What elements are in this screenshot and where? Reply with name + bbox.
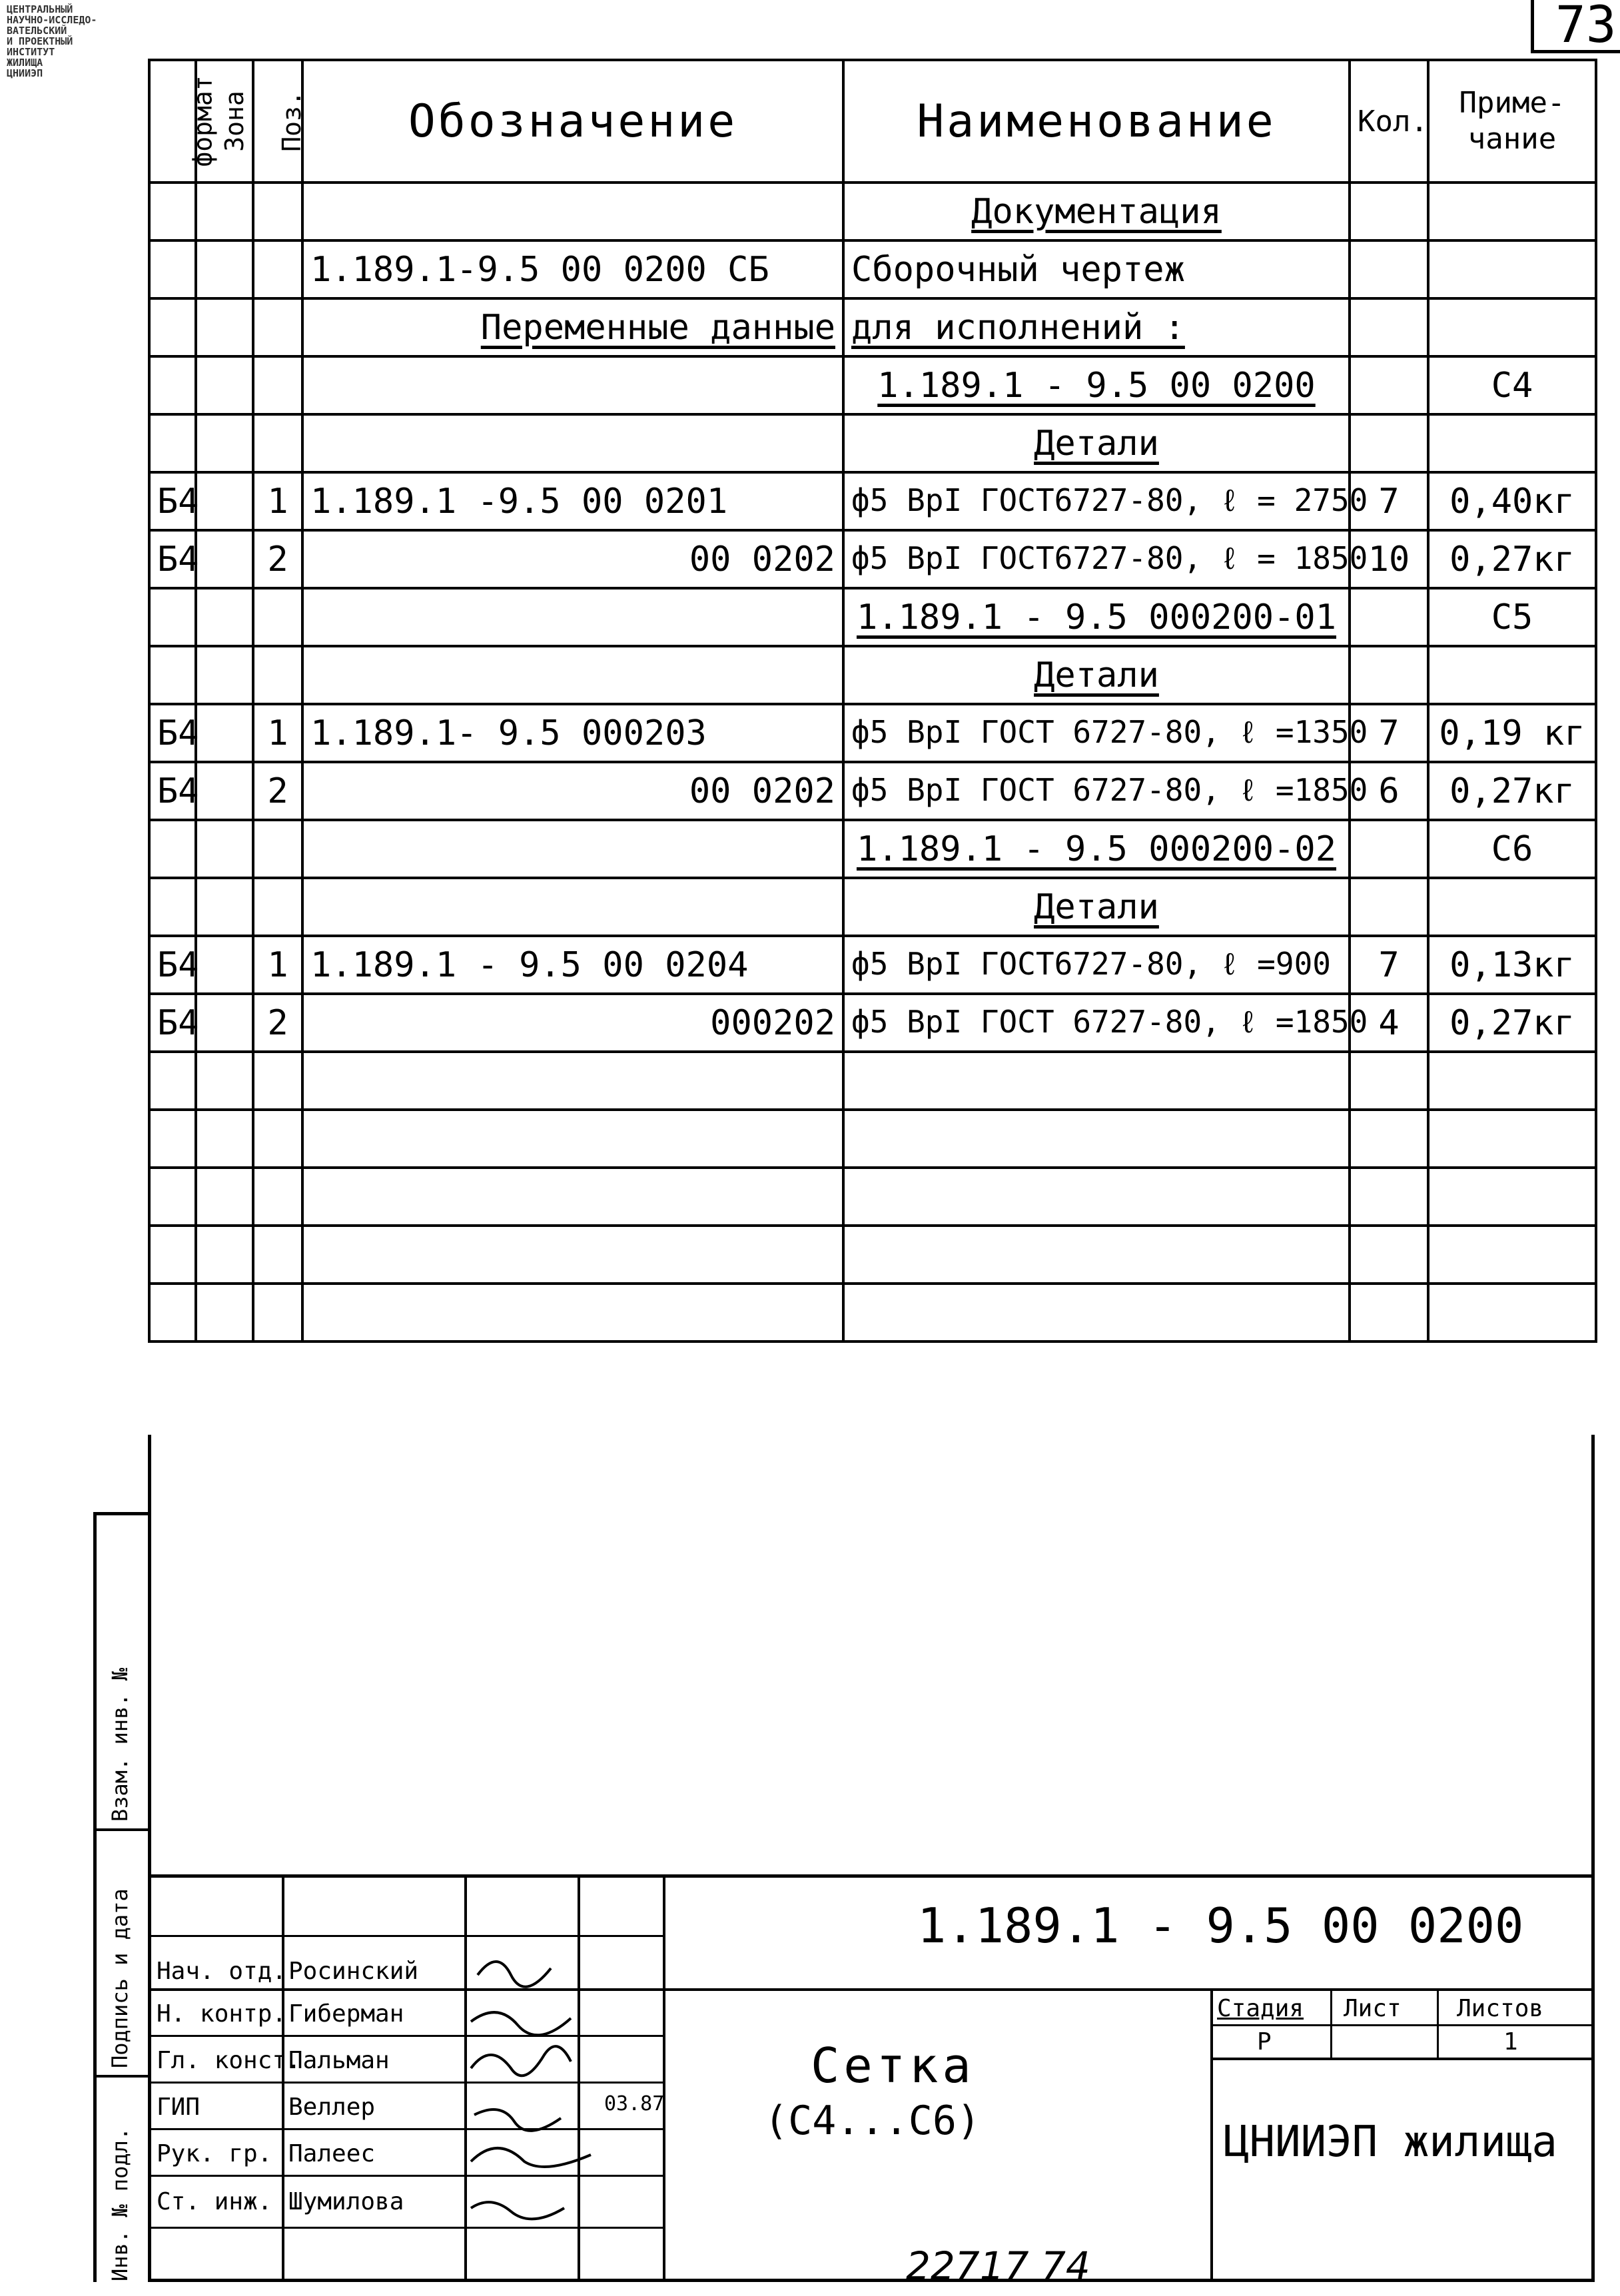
specification-table — [148, 59, 1597, 1343]
sheets-value: 1 — [1503, 2028, 1518, 2056]
cell-qty: 7 — [1350, 936, 1428, 994]
cell-qty — [1350, 878, 1428, 936]
organization: ЦНИИЭП жилища — [1224, 2117, 1557, 2167]
cell-pos — [253, 1052, 302, 1110]
cell-format — [149, 1168, 196, 1226]
role-5: Рук. гр. — [157, 2140, 272, 2167]
person-4: Веллер — [288, 2094, 376, 2121]
cell-qty: 6 — [1350, 762, 1428, 820]
cell-zone — [196, 994, 253, 1052]
person-2: Гиберман — [288, 2000, 404, 2028]
handwritten-signatures — [464, 1935, 664, 2228]
table-row — [149, 298, 1596, 356]
cell-designation: Переменные данные — [302, 298, 843, 356]
cell-format — [149, 820, 196, 878]
cell-zone — [196, 1284, 253, 1341]
cell-zone — [196, 240, 253, 298]
footer-number: 22717 74 — [906, 2243, 1090, 2289]
table-row — [149, 588, 1596, 646]
cell-qty — [1350, 646, 1428, 704]
cell-zone — [196, 298, 253, 356]
role-4: ГИП — [157, 2094, 201, 2121]
cell-pos — [253, 298, 302, 356]
cell-zone — [196, 472, 253, 530]
cell-zone — [196, 1110, 253, 1168]
cell-format: Б4 — [149, 936, 196, 994]
cell-zone — [196, 704, 253, 762]
cell-designation — [302, 1110, 843, 1168]
cell-zone — [196, 878, 253, 936]
table-row — [149, 704, 1596, 762]
cell-pos — [253, 588, 302, 646]
side-stamp-column — [93, 1512, 148, 2282]
table-row — [149, 183, 1596, 240]
cell-name: ф5 ВрI ГОСТ 6727-80, ℓ =1850 — [843, 994, 1350, 1052]
cell-format — [149, 298, 196, 356]
role-1: Нач. отд. — [157, 1958, 287, 1985]
cell-format: Б4 — [149, 994, 196, 1052]
cell-zone — [196, 530, 253, 588]
stamp-line: НАУЧНО-ИССЛЕДО- — [7, 14, 97, 26]
cell-format: Б4 — [149, 762, 196, 820]
cell-pos — [253, 356, 302, 414]
cell-zone — [196, 820, 253, 878]
table-row — [149, 1226, 1596, 1284]
cell-format — [149, 356, 196, 414]
cell-qty — [1350, 820, 1428, 878]
cell-note — [1428, 240, 1596, 298]
cell-format — [149, 646, 196, 704]
cell-format — [149, 1284, 196, 1341]
cell-pos: 1 — [253, 704, 302, 762]
cell-zone — [196, 1052, 253, 1110]
cell-format — [149, 240, 196, 298]
table-row — [149, 1284, 1596, 1341]
cell-pos — [253, 183, 302, 240]
side-label-replace-inv: Взам. инв. № — [107, 1667, 133, 1822]
table-row — [149, 878, 1596, 936]
cell-note: С5 — [1428, 588, 1596, 646]
cell-qty: 7 — [1350, 704, 1428, 762]
cell-note: 0,19 кг — [1428, 704, 1596, 762]
cell-zone — [196, 1168, 253, 1226]
blank-area — [148, 1435, 1595, 1874]
cell-designation — [302, 1226, 843, 1284]
cell-pos — [253, 1110, 302, 1168]
cell-name: ф5 ВрI ГОСТ 6727-80, ℓ =1850 — [843, 762, 1350, 820]
cell-pos — [253, 1284, 302, 1341]
cell-note — [1428, 414, 1596, 472]
cell-note: 0,40кг — [1428, 472, 1596, 530]
cell-format — [149, 183, 196, 240]
cell-pos — [253, 1226, 302, 1284]
cell-zone — [196, 1226, 253, 1284]
cell-pos — [253, 646, 302, 704]
cell-zone — [196, 762, 253, 820]
table-row — [149, 762, 1596, 820]
table-row — [149, 1110, 1596, 1168]
cell-name: Сборочный чертеж — [843, 240, 1350, 298]
cell-name: Документация — [843, 183, 1350, 240]
stamp-line: ЦЕНТРАЛЬНЫЙ — [7, 3, 73, 15]
stamp-line: ЖИЛИЩА — [7, 57, 43, 69]
cell-designation: 1.189.1 -9.5 00 0201 — [302, 472, 843, 530]
table-row — [149, 414, 1596, 472]
cell-name: ф5 ВрI ГОСТ6727-80, ℓ = 2750 — [843, 472, 1350, 530]
sheet-number: 73 — [1555, 0, 1617, 54]
stamp-line: ИНСТИТУТ — [7, 46, 55, 58]
cell-designation: 1.189.1-9.5 00 0200 СБ — [302, 240, 843, 298]
table-row — [149, 472, 1596, 530]
cell-designation — [302, 588, 843, 646]
cell-note — [1428, 1110, 1596, 1168]
cell-designation — [302, 1168, 843, 1226]
cell-designation — [302, 414, 843, 472]
cell-note — [1428, 1226, 1596, 1284]
cell-qty — [1350, 1052, 1428, 1110]
cell-designation: 1.189.1- 9.5 000203 — [302, 704, 843, 762]
stamp-line: ЦНИИЭП — [7, 67, 43, 79]
sheets-label: Листов — [1457, 1995, 1544, 2022]
cell-designation — [302, 1284, 843, 1341]
document-title: Сетка — [811, 2038, 975, 2094]
col-name-header: Наименование — [843, 60, 1350, 183]
person-3: Пальман — [288, 2047, 390, 2074]
table-row — [149, 530, 1596, 588]
cell-name: 1.189.1 - 9.5 000200-01 — [843, 588, 1350, 646]
cell-designation — [302, 646, 843, 704]
table-row — [149, 356, 1596, 414]
table-row — [149, 240, 1596, 298]
cell-zone — [196, 588, 253, 646]
cell-designation: 00 0202 — [302, 762, 843, 820]
sheet-label: Лист — [1344, 1995, 1402, 2022]
cell-zone — [196, 646, 253, 704]
table-row — [149, 646, 1596, 704]
title-block — [148, 1874, 1595, 2282]
document-subtitle: (С4...С6) — [764, 2098, 981, 2144]
header-row — [149, 60, 1596, 183]
cell-designation — [302, 1052, 843, 1110]
cell-qty — [1350, 588, 1428, 646]
cell-pos — [253, 414, 302, 472]
cell-pos — [253, 240, 302, 298]
cell-pos — [253, 820, 302, 878]
table-row — [149, 936, 1596, 994]
role-2: Н. контр. — [157, 2000, 287, 2028]
cell-qty: 4 — [1350, 994, 1428, 1052]
role-6: Ст. инж. — [157, 2188, 272, 2215]
cell-name: Детали — [843, 646, 1350, 704]
cell-name: 1.189.1 - 9.5 000200-02 — [843, 820, 1350, 878]
cell-format: Б4 — [149, 704, 196, 762]
cell-designation — [302, 356, 843, 414]
cell-note — [1428, 878, 1596, 936]
cell-designation — [302, 820, 843, 878]
role-3: Гл. конст. — [157, 2047, 301, 2074]
table-row — [149, 1052, 1596, 1110]
cell-zone — [196, 356, 253, 414]
cell-name: 1.189.1 - 9.5 00 0200 — [843, 356, 1350, 414]
cell-designation: 000202 — [302, 994, 843, 1052]
cell-qty — [1350, 1168, 1428, 1226]
cell-name — [843, 1052, 1350, 1110]
cell-note: 0,27кг — [1428, 994, 1596, 1052]
cell-note — [1428, 298, 1596, 356]
cell-qty — [1350, 298, 1428, 356]
cell-qty — [1350, 414, 1428, 472]
cell-format — [149, 588, 196, 646]
stage-value: Р — [1257, 2028, 1272, 2056]
cell-zone — [196, 183, 253, 240]
cell-designation — [302, 878, 843, 936]
person-6: Шумилова — [288, 2188, 404, 2215]
cell-note: С4 — [1428, 356, 1596, 414]
cell-name — [843, 1226, 1350, 1284]
cell-note: 0,27кг — [1428, 530, 1596, 588]
cell-pos: 2 — [253, 762, 302, 820]
cell-zone — [196, 414, 253, 472]
cell-designation: 1.189.1 - 9.5 00 0204 — [302, 936, 843, 994]
cell-pos: 1 — [253, 936, 302, 994]
cell-pos: 2 — [253, 994, 302, 1052]
col-pos-header: Поз. — [253, 60, 302, 183]
cell-name: Детали — [843, 878, 1350, 936]
cell-name — [843, 1168, 1350, 1226]
stamp-line: И ПРОЕКТНЫЙ — [7, 35, 73, 47]
person-1: Росинский — [288, 1958, 419, 1985]
cell-name: Детали — [843, 414, 1350, 472]
cell-qty — [1350, 356, 1428, 414]
cell-note — [1428, 1168, 1596, 1226]
institute-stamp — [7, 4, 140, 79]
stage-label: Стадия — [1217, 1995, 1304, 2022]
signature-date: 03.87 — [604, 2092, 665, 2115]
cell-note — [1428, 1284, 1596, 1341]
cell-note — [1428, 1052, 1596, 1110]
cell-designation: 00 0202 — [302, 530, 843, 588]
cell-qty — [1350, 1226, 1428, 1284]
cell-note — [1428, 183, 1596, 240]
cell-qty — [1350, 1284, 1428, 1341]
cell-name: ф5 ВрI ГОСТ6727-80, ℓ =900 — [843, 936, 1350, 994]
cell-pos — [253, 1168, 302, 1226]
col-designation-header: Обозначение — [302, 60, 843, 183]
document-code: 1.189.1 - 9.5 00 0200 — [917, 1898, 1524, 1954]
cell-pos — [253, 878, 302, 936]
cell-format — [149, 878, 196, 936]
table-row — [149, 820, 1596, 878]
cell-format — [149, 414, 196, 472]
col-zone-header: Зона — [196, 60, 253, 183]
side-label-signature-date: Подпись и дата — [107, 1888, 133, 2068]
cell-zone — [196, 936, 253, 994]
cell-name — [843, 1110, 1350, 1168]
cell-name: ф5 ВрI ГОСТ6727-80, ℓ = 1850 — [843, 530, 1350, 588]
person-5: Палеес — [288, 2140, 376, 2167]
cell-qty — [1350, 183, 1428, 240]
cell-designation — [302, 183, 843, 240]
col-qty-header: Кол. — [1350, 60, 1428, 183]
cell-name — [843, 1284, 1350, 1341]
cell-note: С6 — [1428, 820, 1596, 878]
col-note-header: Приме- чание — [1428, 60, 1596, 183]
cell-qty: 7 — [1350, 472, 1428, 530]
cell-format: Б4 — [149, 472, 196, 530]
stamp-line: ВАТЕЛЬСКИЙ — [7, 25, 67, 37]
table-row — [149, 994, 1596, 1052]
table-row — [149, 1168, 1596, 1226]
cell-format: Б4 — [149, 530, 196, 588]
cell-name: для исполнений : — [843, 298, 1350, 356]
cell-pos: 2 — [253, 530, 302, 588]
cell-format — [149, 1052, 196, 1110]
cell-qty: 10 — [1350, 530, 1428, 588]
cell-qty — [1350, 1110, 1428, 1168]
cell-format — [149, 1110, 196, 1168]
cell-format — [149, 1226, 196, 1284]
cell-pos: 1 — [253, 472, 302, 530]
cell-note — [1428, 646, 1596, 704]
cell-name: ф5 ВрI ГОСТ 6727-80, ℓ =1350 — [843, 704, 1350, 762]
side-label-inv-original: Инв. № подл. — [107, 2127, 133, 2281]
cell-qty — [1350, 240, 1428, 298]
cell-note: 0,13кг — [1428, 936, 1596, 994]
col-format-header: формат — [149, 60, 196, 183]
cell-note: 0,27кг — [1428, 762, 1596, 820]
